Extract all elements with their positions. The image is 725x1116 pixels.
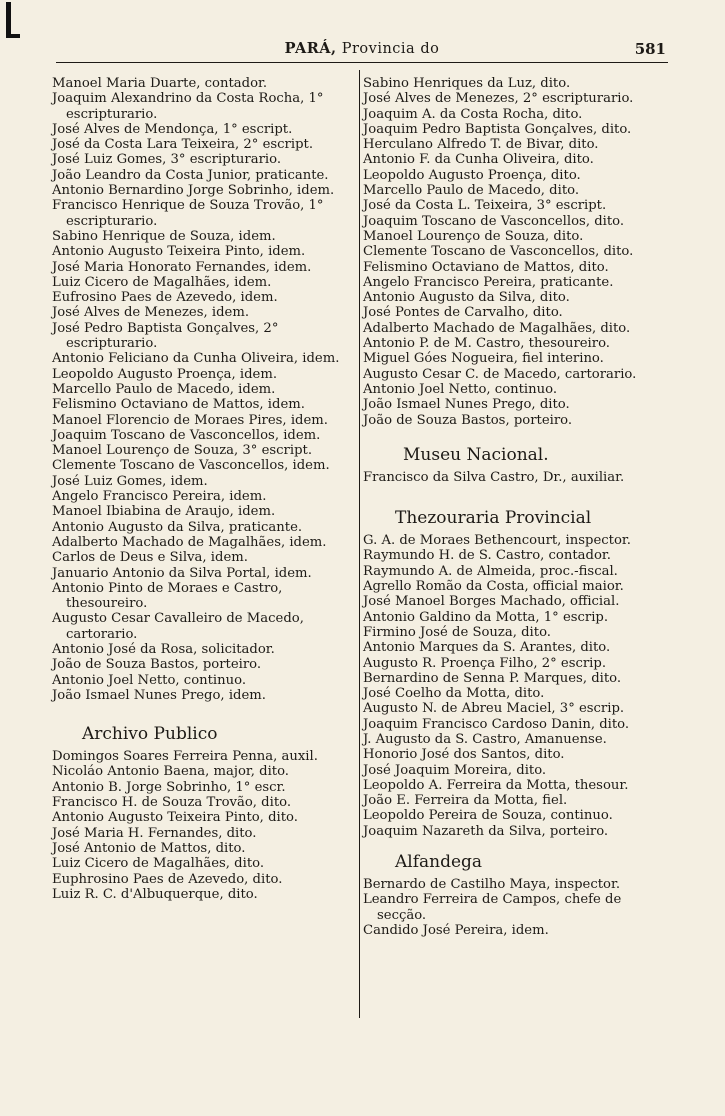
directory-entry: José Manoel Borges Machado, official. — [363, 594, 620, 610]
directory-entry: Herculano Alfredo T. de Bivar, dito. — [363, 137, 599, 153]
directory-entry: Candido José Pereira, idem. — [363, 922, 549, 938]
directory-entry: José Joaquim Moreira, dito. — [363, 762, 547, 778]
directory-entry: Raymundo H. de S. Castro, contador. — [363, 548, 611, 564]
directory-entry: Eufrosino Paes de Azevedo, idem. — [52, 290, 278, 306]
directory-entry: Manoel Maria Duarte, contador. — [52, 76, 268, 91]
directory-entry: Augusto R. Proença Filho, 2° escrip. — [363, 655, 607, 671]
directory-entry: José Luiz Gomes, idem. — [52, 473, 208, 489]
directory-entry: João Ismael Nunes Prego, idem. — [52, 687, 266, 703]
directory-entry: Carlos de Deus e Silva, idem. — [52, 550, 248, 566]
directory-entry: Angelo Francisco Pereira, praticante. — [363, 274, 614, 290]
directory-entry: Leopoldo Augusto Proença, dito. — [363, 167, 581, 183]
directory-entry: Antonio Joel Netto, continuo. — [52, 672, 247, 688]
left-entries — [52, 76, 357, 703]
binding-mark — [6, 2, 11, 36]
museu-entries — [363, 470, 670, 485]
running-title: PARÁ, Provincia do — [284, 40, 440, 57]
directory-entry: Augusto N. de Abreu Maciel, 3° escrip. — [363, 701, 625, 717]
directory-entry: Marcello Paulo de Macedo, dito. — [363, 183, 580, 199]
directory-entry: Manoel Florencio de Moraes Pires, idem. — [52, 412, 328, 428]
directory-entry: G. A. de Moraes Bethencourt, inspector. — [363, 533, 631, 549]
directory-entry: José Alves de Mendonça, 1° escript. — [52, 121, 293, 137]
directory-entry: Luiz Cicero de Magalhães, idem. — [52, 274, 272, 290]
directory-entry: Luiz Cicero de Magalhães, dito. — [52, 856, 265, 872]
directory-entry: Nicoláo Antonio Baena, major, dito. — [52, 764, 289, 780]
directory-entry: Luiz R. C. d'Albuquerque, dito. — [52, 886, 258, 902]
directory-entry: Joaquim A. da Costa Rocha, dito. — [363, 106, 583, 122]
directory-entry: Clemente Toscano de Vasconcellos, dito. — [363, 244, 634, 260]
directory-entry: Antonio P. de M. Castro, thesoureiro. — [363, 336, 610, 352]
directory-entry: Antonio Augusto Teixeira Pinto, dito. — [52, 810, 298, 826]
directory-entry: Antonio Augusto Teixeira Pinto, idem. — [52, 244, 306, 260]
directory-entry: Marcello Paulo de Macedo, idem. — [52, 381, 276, 397]
directory-entry: Leopoldo Pereira de Souza, continuo. — [363, 808, 613, 824]
directory-entry: José Alves de Menezes, 2° escripturario. — [363, 91, 634, 107]
directory-entry: Antonio Marques da S. Arantes, dito. — [363, 640, 611, 656]
directory-entry: Joaquim Francisco Cardoso Danin, dito. — [363, 716, 630, 732]
directory-entry: Manoel Lourenço de Souza, 3° escript. — [52, 443, 313, 459]
page-header — [56, 40, 668, 63]
left-column — [52, 76, 357, 902]
directory-entry: Raymundo A. de Almeida, proc.-fiscal. — [363, 563, 618, 579]
directory-entry: João de Souza Bastos, porteiro. — [52, 657, 262, 673]
directory-entry: Antonio Galdino da Motta, 1° escrip. — [363, 609, 609, 625]
directory-entry: Antonio F. da Cunha Oliveira, dito. — [363, 152, 594, 168]
directory-entry: Clemente Toscano de Vasconcellos, idem. — [52, 458, 330, 474]
directory-entry: José Coelho da Motta, dito. — [363, 686, 545, 702]
directory-entry: José Antonio de Mattos, dito. — [52, 840, 246, 856]
directory-entry: Antonio Pinto de Moraes e Castro, thesoureiro. — [52, 580, 283, 612]
directory-entry: Antonio Feliciano da Cunha Oliveira, idem. — [52, 351, 340, 367]
directory-entry: Bernardino de Senna P. Marques, dito. — [363, 670, 622, 686]
directory-entry: Antonio Augusto da Silva, dito. — [363, 290, 570, 306]
directory-entry: Januario Antonio da Silva Portal, idem. — [52, 565, 312, 581]
directory-entry: Antonio Bernardino Jorge Sobrinho, idem. — [52, 183, 335, 199]
directory-entry: José Pedro Baptista Gonçalves, 2° escripturario. — [52, 320, 279, 352]
directory-entry: José Luiz Gomes, 3° escripturario. — [52, 152, 282, 168]
directory-entry: José da Costa L. Teixeira, 3° escript. — [363, 198, 607, 214]
directory-entry: Honorio José dos Santos, dito. — [363, 747, 565, 763]
directory-entry: Sabino Henrique de Souza, idem. — [52, 228, 276, 244]
thezouraria-entries — [363, 533, 670, 839]
directory-entry: Antonio Augusto da Silva, praticante. — [52, 519, 303, 535]
directory-entry: José Maria H. Fernandes, dito. — [52, 825, 257, 841]
directory-entry: Adalberto Machado de Magalhães, dito. — [363, 320, 631, 336]
directory-entry: Bernardo de Castilho Maya, inspector. — [363, 877, 621, 893]
column-divider — [359, 70, 360, 1018]
directory-entry: Euphrosino Paes de Azevedo, dito. — [52, 871, 283, 887]
directory-entry: João Ismael Nunes Prego, dito. — [363, 397, 570, 413]
directory-entry: Firmino José de Souza, dito. — [363, 624, 551, 640]
directory-entry: João Leandro da Costa Junior, praticante. — [52, 167, 329, 183]
museu-title: Museu Nacional. — [403, 444, 549, 465]
directory-entry: Leopoldo Augusto Proença, idem. — [52, 366, 278, 382]
directory-entry: Augusto Cesar Cavalleiro de Macedo, cartorario. — [52, 611, 304, 642]
directory-entry: João E. Ferreira da Motta, fiel. — [363, 793, 568, 809]
directory-entry: Adalberto Machado de Magalhães, idem. — [52, 534, 327, 550]
directory-entry: Felismino Octaviano de Mattos, idem. — [52, 397, 305, 413]
directory-entry: Francisco da Silva Castro, Dr., auxiliar. — [363, 469, 625, 485]
directory-entry: Leopoldo A. Ferreira da Motta, thesour. — [363, 777, 629, 793]
directory-entry: José Pontes de Carvalho, dito. — [363, 305, 563, 321]
directory-entry: Miguel Góes Nogueira, fiel interino. — [363, 351, 604, 367]
directory-entry: Joaquim Toscano de Vasconcellos, idem. — [52, 427, 321, 443]
directory-entry: Joaquim Toscano de Vasconcellos, dito. — [363, 213, 625, 229]
directory-entry: João de Souza Bastos, porteiro. — [363, 412, 573, 428]
directory-entry: Felismino Octaviano de Mattos, dito. — [363, 259, 609, 275]
directory-entry: Francisco Henrique de Souza Trovão, 1° escripturario. — [52, 198, 324, 229]
thezouraria-title: Thezouraria Provincial — [395, 508, 592, 529]
directory-entry: Leandro Ferreira de Campos, chefe de secção. — [363, 892, 622, 923]
directory-entry: Manoel Ibiabina de Araujo, idem. — [52, 504, 276, 520]
directory-entry: Joaquim Pedro Baptista Gonçalves, dito. — [363, 121, 632, 137]
alfandega-title: Alfandega — [395, 852, 483, 873]
directory-entry: Antonio B. Jorge Sobrinho, 1° escr. — [52, 779, 286, 795]
directory-entry: José Alves de Menezes, idem. — [52, 305, 250, 321]
archivo-title: Archivo Publico — [82, 724, 218, 745]
directory-entry: José da Costa Lara Teixeira, 2° escript. — [52, 137, 314, 153]
binding-mark-foot — [6, 34, 20, 38]
page-number: 581 — [634, 40, 666, 58]
directory-entry: Agrello Romão da Costa, official maior. — [363, 579, 624, 595]
directory-entry: Joaquim Alexandrino da Costa Rocha, 1° escripturario. — [52, 91, 324, 122]
directory-entry: Sabino Henriques da Luz, dito. — [363, 76, 571, 91]
directory-entry: Manoel Lourenço de Souza, dito. — [363, 228, 584, 244]
archivo-entries — [52, 749, 357, 902]
alfandega-entries — [363, 877, 670, 938]
directory-entry: Antonio José da Rosa, solicitador. — [52, 641, 275, 657]
right-entries — [363, 76, 670, 428]
directory-entry: José Maria Honorato Fernandes, idem. — [52, 259, 312, 275]
directory-entry: Francisco H. de Souza Trovão, dito. — [52, 795, 292, 811]
directory-entry: Antonio Joel Netto, continuo. — [363, 381, 558, 397]
directory-entry: J. Augusto da S. Castro, Amanuense. — [363, 731, 607, 747]
directory-entry: Joaquim Nazareth da Silva, porteiro. — [363, 823, 609, 839]
right-column — [363, 76, 670, 938]
directory-entry: Angelo Francisco Pereira, idem. — [52, 489, 267, 505]
directory-entry: Augusto Cesar C. de Macedo, cartorario. — [363, 366, 637, 382]
directory-entry: Domingos Soares Ferreira Penna, auxil. — [52, 749, 318, 765]
